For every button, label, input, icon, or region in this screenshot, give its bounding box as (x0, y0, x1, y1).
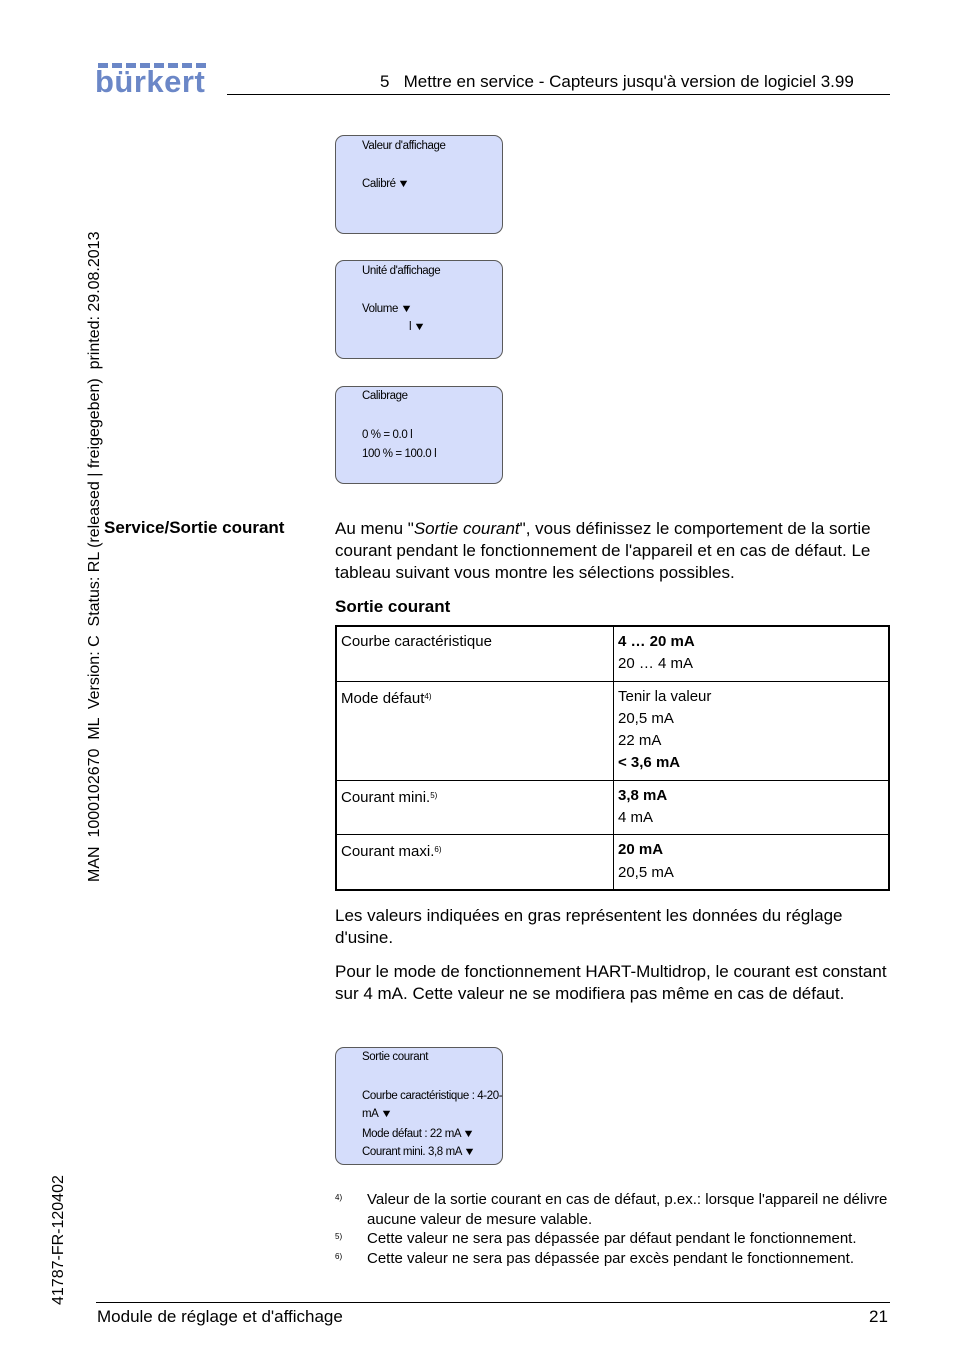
footnote-ref: 5) (430, 790, 438, 800)
table-cell-label (336, 681, 614, 780)
table-row (336, 780, 889, 835)
display-value: Mode défaut : 22 mA (362, 1128, 461, 1140)
table-cell-options (614, 780, 890, 835)
display-value: mA (362, 1108, 378, 1120)
intro-text: Au menu " (335, 519, 414, 538)
option: 4 … 20 mA (618, 633, 695, 650)
display-title: Unité d'affichage (362, 265, 441, 277)
dropdown-arrow-icon: ▼ (397, 178, 410, 190)
option: 20,5 mA (618, 709, 674, 727)
footer-rule (96, 1302, 890, 1303)
display-line: Courbe caractéristique : 4-20- (362, 1090, 503, 1102)
table-cell-label (336, 835, 614, 890)
display-line (362, 178, 409, 190)
display-line (362, 1108, 391, 1120)
dropdown-arrow-icon: ▼ (413, 321, 426, 333)
display-unite-affichage (335, 260, 503, 359)
header-rule (227, 94, 890, 95)
display-valeur-affichage (335, 135, 503, 234)
display-sortie-courant (335, 1047, 503, 1165)
option: < 3,6 mA (618, 754, 681, 772)
table-title: Sortie courant (335, 597, 451, 616)
display-line (409, 321, 424, 333)
table-cell-options (614, 835, 890, 890)
row-label: Mode défaut (341, 689, 425, 707)
dropdown-arrow-icon: ▼ (399, 303, 413, 315)
footnote-text: Cette valeur ne sera pas dépassée par excès pendant le fonctionnement. (367, 1250, 854, 1267)
row-label: Courant mini. (341, 788, 431, 806)
dropdown-arrow-icon: ▼ (463, 1146, 476, 1158)
table-cell-options (614, 626, 890, 681)
footnote-text: Valeur de la sortie courant en cas de défaut, p.ex.: lorsque l'appareil ne délivre aucune valeur de mesure valable. (367, 1191, 888, 1228)
display-line (362, 303, 411, 315)
table-cell-label (336, 626, 614, 681)
document-code: 41787-FR-120402 (50, 1175, 67, 1305)
page-number: 21 (869, 1307, 888, 1326)
bold-values-note: Les valeurs indiquées en gras représentent les données du réglage d'usine. (335, 906, 843, 947)
table-cell-label (336, 780, 614, 835)
logo-text: bürkert (95, 64, 206, 99)
display-line (362, 1128, 474, 1140)
display-value: Calibré (362, 178, 396, 190)
intro-text: ", vous définissez le comportement de la sortie courant pendant le fonctionnement de l'appareil et en cas de défaut. Le tableau suivant vous montre les sélections possibles. (335, 519, 871, 582)
display-value: Courant mini. 3,8 mA (362, 1146, 462, 1158)
intro-menu-name: Sortie courant (413, 519, 520, 538)
burkert-logo (96, 63, 214, 99)
option: 20,5 mA (618, 863, 674, 881)
row-label: Courbe caractéristique (341, 633, 492, 650)
display-line (362, 1146, 475, 1158)
table-row (336, 835, 889, 890)
footnote-number: 5) (335, 1232, 343, 1241)
display-value: l (409, 321, 412, 333)
document-status-text: MAN 1000102670 ML Version: C Status: RL (released | freigegeben) printed: 29.08.2013 (86, 231, 103, 882)
dropdown-arrow-icon: ▼ (379, 1108, 392, 1120)
footnote-ref: 6) (434, 845, 442, 855)
table-row (336, 626, 889, 681)
display-title: Calibrage (362, 390, 408, 402)
display-title: Valeur d'affichage (362, 140, 446, 152)
chapter-title: 5 Mettre en service - Capteurs jusqu'à version de logiciel 3.99 (380, 72, 854, 91)
footer-title: Module de réglage et d'affichage (97, 1307, 343, 1326)
option: Tenir la valeur (618, 687, 712, 705)
multidrop-note: Pour le mode de fonctionnement HART-Multidrop, le courant est constant sur 4 mA. Cette valeur ne se modifiera pas même en cas de défaut. (335, 962, 887, 1003)
display-title: Sortie courant (362, 1051, 428, 1063)
row-label: Courant maxi. (341, 843, 435, 861)
footnote-ref: 4) (424, 691, 432, 701)
display-line: 100 % = 100.0 l (362, 448, 437, 460)
display-value: Volume (362, 303, 398, 315)
option: 20 mA (618, 841, 664, 859)
option: 4 mA (618, 809, 654, 827)
dropdown-arrow-icon: ▼ (462, 1128, 475, 1140)
display-line: 0 % = 0.0 l (362, 429, 413, 441)
option: 22 mA (618, 732, 662, 750)
footnote-number: 4) (335, 1193, 343, 1202)
section-heading: Service/Sortie courant (104, 518, 285, 537)
intro-paragraph (335, 518, 895, 583)
sortie-courant-table (335, 625, 890, 891)
table-cell-options (614, 681, 890, 780)
table-row (336, 681, 889, 780)
footnote-text: Cette valeur ne sera pas dépassée par défaut pendant le fonctionnement. (367, 1230, 857, 1247)
option: 3,8 mA (618, 786, 668, 804)
display-calibrage (335, 386, 503, 484)
footnote-number: 6) (335, 1252, 343, 1261)
option: 20 … 4 mA (618, 655, 694, 673)
